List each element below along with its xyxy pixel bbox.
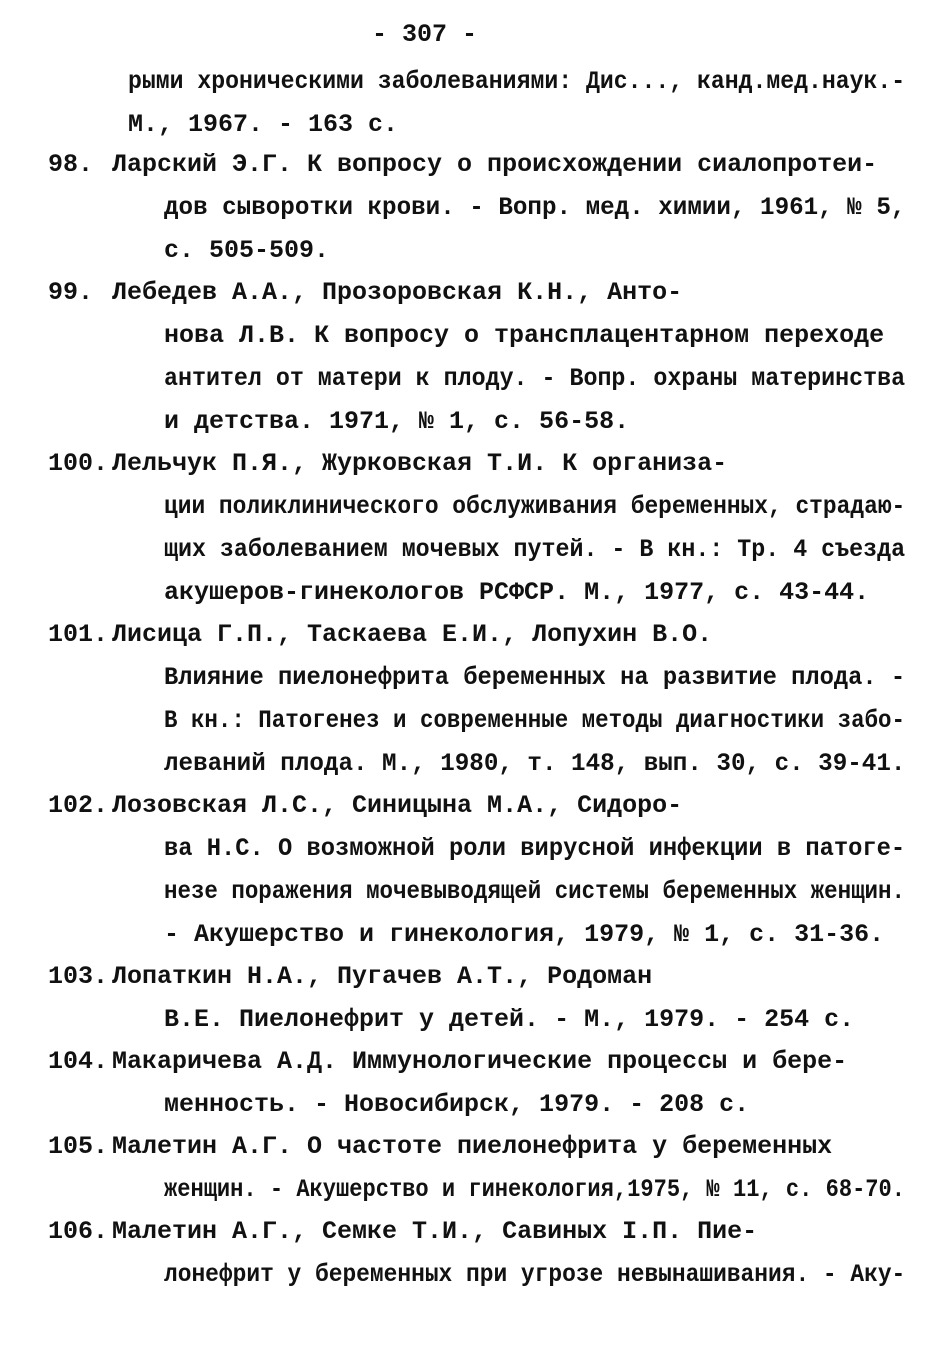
continuation-line: рыми хроническими заболеваниями: Дис..., канд.мед.наук.- (128, 67, 906, 96)
entry-number: 100. (48, 449, 109, 478)
entry-line: - Акушерство и гинекология, 1979, № 1, с. 31-36. (164, 920, 885, 949)
entry-line: дов сыворотки крови. - Вопр. мед. химии, 1961, № 5, (164, 193, 906, 222)
entry-number: 99. (48, 278, 94, 307)
entry-number: 103. (48, 962, 109, 991)
entry-line: женщин. - Акушерство и гинекология,1975, № 11, с. 68-70. (164, 1175, 906, 1204)
entry-line: леваний плода. М., 1980, т. 148, вып. 30, с. 39-41. (164, 749, 906, 778)
entry-line: ва Н.С. О возможной роли вирусной инфекции в патоге- (164, 834, 906, 863)
entry-line: щих заболеванием мочевых путей. - В кн.: Тр. 4 съезда (164, 535, 906, 564)
entry-line: В.Е. Пиелонефрит у детей. - М., 1979. - 254 с. (164, 1005, 855, 1034)
entry-line: незе поражения мочевыводящей системы беременных женщин. (164, 877, 905, 906)
entry-line: менность. - Новосибирск, 1979. - 208 с. (164, 1090, 750, 1119)
entry-line: Ларский Э.Г. К вопросу о происхождении сиалопротеи- (112, 150, 878, 179)
entry-line: Лельчук П.Я., Журковская Т.И. К организа- (112, 449, 728, 478)
entry-line: лонефрит у беременных при угрозе невынашивания. - Аку- (164, 1260, 906, 1289)
page-number: - 307 - (372, 20, 478, 49)
entry-line: антител от матери к плоду. - Вопр. охраны материнства (164, 364, 906, 393)
entry-number: 101. (48, 620, 109, 649)
entry-number: 106. (48, 1217, 109, 1246)
entry-number: 104. (48, 1047, 109, 1076)
entry-line: Лисица Г.П., Таскаева Е.И., Лопухин В.О. (112, 620, 713, 649)
entry-line: с. 505-509. (164, 236, 330, 265)
entry-line: ции поликлинического обслуживания беременных, страдаю- (164, 492, 906, 521)
entry-number: 105. (48, 1132, 109, 1161)
entry-line: Лебедев А.А., Прозоровская К.Н., Анто- (112, 278, 683, 307)
entry-line: Малетин А.Г. О частоте пиелонефрита у беременных (112, 1132, 833, 1161)
entry-number: 102. (48, 791, 109, 820)
entry-line: и детства. 1971, № 1, с. 56-58. (164, 407, 630, 436)
entry-line: нова Л.В. К вопросу о трансплацентарном переходе (164, 321, 885, 350)
entry-line: Влияние пиелонефрита беременных на развитие плода. - (164, 663, 906, 692)
entry-number: 98. (48, 150, 94, 179)
entry-line: Лопаткин Н.А., Пугачев А.Т., Родоман (112, 962, 653, 991)
entry-line: Макаричева А.Д. Иммунологические процессы и бере- (112, 1047, 848, 1076)
entry-line: В кн.: Патогенез и современные методы диагностики забо- (164, 706, 905, 735)
entry-line: Малетин А.Г., Семке Т.И., Савиных I.П. Пие- (112, 1217, 758, 1246)
continuation-line: М., 1967. - 163 с. (128, 110, 399, 139)
entry-line: акушеров-гинекологов РСФСР. М., 1977, с. 43-44. (164, 578, 870, 607)
entry-line: Лозовская Л.С., Синицына М.А., Сидоро- (112, 791, 683, 820)
